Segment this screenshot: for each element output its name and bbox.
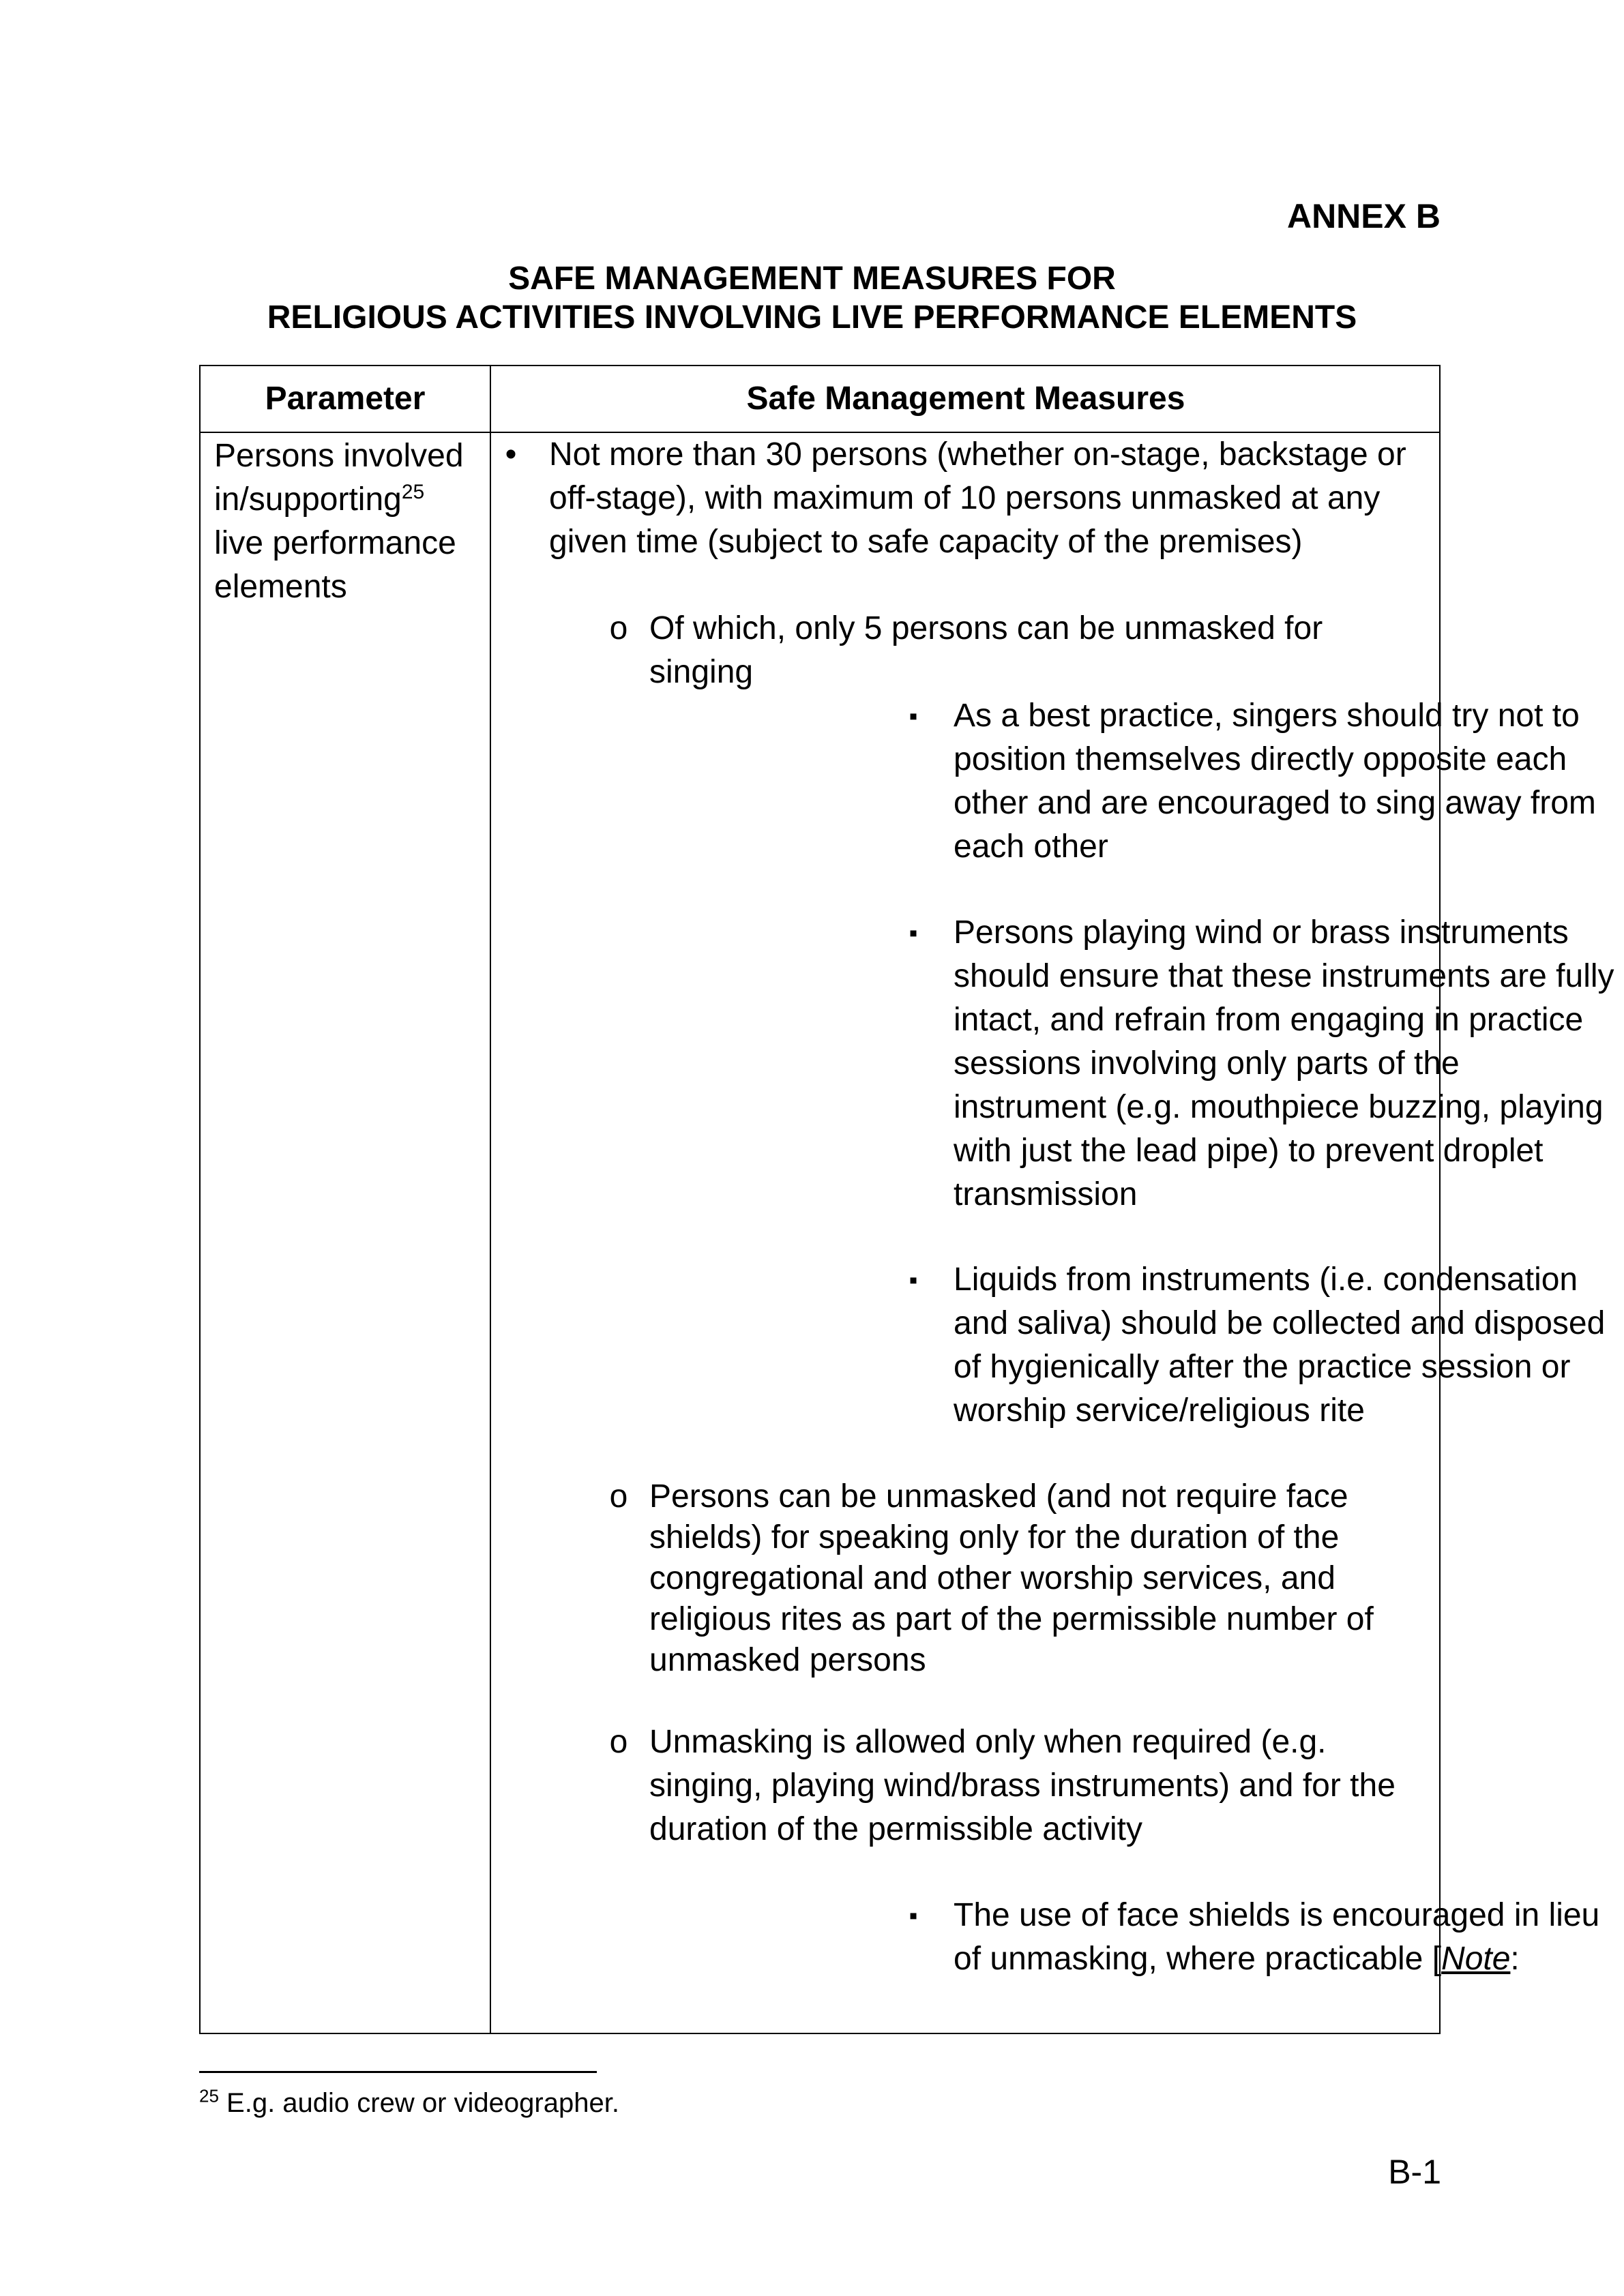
title-line-1: SAFE MANAGEMENT MEASURES FOR: [508, 260, 1116, 297]
measure-line: instrument (e.g. mouthpiece buzzing, playing: [954, 1089, 1604, 1125]
measure-line: singing, playing wind/brass instruments) and for the: [649, 1768, 1396, 1804]
measure-line: off-stage), with maximum of 10 persons unmasked at any: [549, 480, 1381, 516]
parameter-line: Persons involved: [214, 438, 464, 474]
measure-line: intact, and refrain from engaging in practice: [954, 1002, 1584, 1038]
measure-line: shields) for speaking only for the duration of the: [649, 1519, 1340, 1555]
parameter-cell: [214, 433, 480, 609]
measure-line: each other: [954, 829, 1108, 865]
measure-line: of hygienically after the practice session or: [954, 1349, 1571, 1385]
measure-line: and saliva) should be collected and disposed: [954, 1305, 1606, 1341]
measure-line: Persons can be unmasked (and not require face: [649, 1478, 1348, 1515]
footnote-text: E.g. audio crew or videographer.: [218, 2088, 619, 2118]
measure-line: transmission: [954, 1176, 1138, 1212]
measure-line: Of which, only 5 persons can be unmasked for: [649, 610, 1323, 646]
bullet-circle-icon: o: [609, 610, 628, 646]
footnote-number: 25: [199, 2085, 219, 2106]
bullet-square-icon: ▪: [909, 702, 918, 730]
measure-line: duration of the permissible activity: [649, 1811, 1142, 1847]
measure-line: singing: [649, 654, 754, 690]
page-number: B-1: [1388, 2153, 1441, 2191]
bullet-square-icon: ▪: [909, 919, 918, 946]
measure-line: The use of face shields is encouraged in lieu: [954, 1897, 1600, 1933]
footnote-reference: 25: [401, 481, 425, 503]
bullet-square-icon: ▪: [909, 1901, 918, 1929]
measure-line: congregational and other worship services, and: [649, 1560, 1335, 1596]
parameter-line: elements: [214, 569, 347, 605]
annex-label: ANNEX B: [1286, 197, 1441, 235]
column-header-measures: Safe Management Measures: [746, 381, 1185, 417]
measure-line: given time (subject to safe capacity of the premises): [549, 524, 1303, 560]
measure-line: Unmasking is allowed only when required (e.g.: [649, 1724, 1327, 1760]
note-label: Note: [1441, 1941, 1511, 1977]
document-title: [0, 259, 1624, 337]
bullet-dot-icon: •: [505, 436, 517, 473]
title-line-2: RELIGIOUS ACTIVITIES INVOLVING LIVE PERFORMANCE ELEMENTS: [267, 299, 1357, 336]
measure-line: As a best practice, singers should try not to: [954, 698, 1580, 734]
bullet-square-icon: ▪: [909, 1266, 918, 1294]
measure-line: Not more than 30 persons (whether on-stage, backstage or: [549, 436, 1406, 473]
measure-line: worship service/religious rite: [954, 1392, 1365, 1429]
measure-text: of unmasking, where practicable [: [954, 1941, 1442, 1977]
parameter-line: live performance: [214, 525, 456, 561]
bullet-circle-icon: o: [609, 1478, 628, 1515]
bullet-circle-icon: o: [609, 1724, 628, 1760]
column-header-parameter: Parameter: [265, 381, 426, 417]
measures-table: [199, 365, 1614, 2034]
measure-line: Persons playing wind or brass instruments: [954, 914, 1569, 951]
column-divider: [490, 366, 491, 2033]
measure-line: unmasked persons: [649, 1642, 926, 1678]
measure-line: should ensure that these instruments are fully: [954, 958, 1614, 994]
measure-line: [954, 1937, 1599, 1981]
parameter-text: in/supporting: [214, 481, 402, 518]
measure-line: Liquids from instruments (i.e. condensation: [954, 1262, 1578, 1298]
measure-line: religious rites as part of the permissible number of: [649, 1601, 1374, 1637]
footnote: [199, 2085, 619, 2121]
measure-line: position themselves directly opposite each: [954, 741, 1567, 777]
parameter-line: [214, 478, 480, 522]
measure-line: other and are encouraged to sing away from: [954, 785, 1596, 821]
measure-line: with just the lead pipe) to prevent droplet: [954, 1133, 1544, 1169]
measure-line: sessions involving only parts of the: [954, 1045, 1460, 1082]
note-suffix: :: [1510, 1941, 1520, 1977]
footnote-separator: [199, 2071, 597, 2073]
